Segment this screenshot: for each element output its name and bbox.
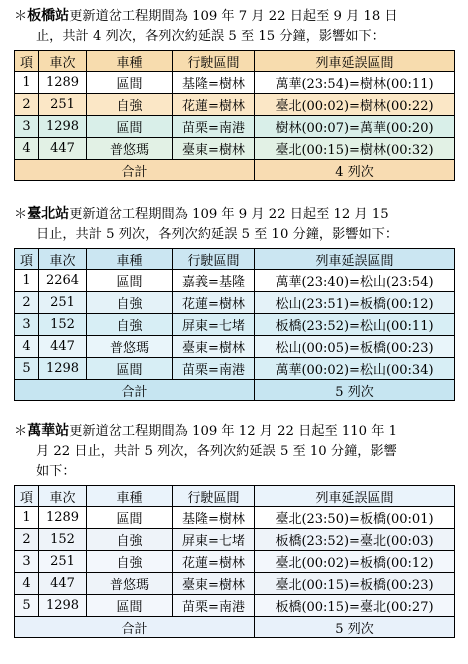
column-header: 列車延誤區間 [255,51,455,72]
table-cell: 苗栗=南港 [173,116,255,138]
table-cell: 自強 [87,292,173,314]
table-cell: 板橋(23:52)=松山(00:11) [255,314,455,336]
table-cell: 普悠瑪 [87,336,173,358]
table-cell: 5 [15,358,39,380]
section-heading [14,204,454,245]
station-name: 板橋站 [27,8,70,24]
table-cell: 2 [15,529,39,551]
total-row [15,160,455,181]
total-label: 合計 [15,160,255,181]
table-cell: 花蓮=樹林 [173,94,255,116]
table-cell: 447 [39,336,87,358]
table-cell: 3 [15,314,39,336]
table-cell: 屏東=七堵 [173,314,255,336]
station-name: 萬華站 [27,423,70,439]
table-cell: 板橋(23:52)=臺北(00:03) [255,529,455,551]
section-banqiao [14,6,454,181]
table-header-row [15,51,455,72]
description-line: 月 22 日止，共計 5 列次，各列次約延誤 5 至 10 分鐘，影響 [36,444,397,459]
table-cell: 松山(00:05)=板橋(00:23) [255,336,455,358]
table-cell: 自強 [87,551,173,573]
table-cell: 1298 [39,358,87,380]
section-taipei [14,204,454,401]
station-name: 臺北站 [27,206,70,222]
table-cell: 松山(23:51)=板橋(00:12) [255,292,455,314]
table-cell: 447 [39,138,87,160]
total-label: 合計 [15,380,255,401]
asterisk-marker: ＊ [14,9,28,24]
table-cell: 苗栗=南港 [173,358,255,380]
table-cell: 萬華(23:40)=松山(23:54) [255,270,455,292]
table-cell: 1 [15,507,39,529]
table-cell: 5 [15,595,39,617]
column-header: 項 [15,51,39,72]
table-cell: 152 [39,314,87,336]
section-heading [14,421,454,482]
column-header: 車種 [87,486,173,507]
table-row [15,595,455,617]
description-line: 更新道岔工程期間為 109 年 9 月 22 日起至 12 月 15 [69,207,389,222]
table-row [15,529,455,551]
table-cell: 2264 [39,270,87,292]
table-cell: 區間 [87,358,173,380]
table-cell: 萬華(00:02)=松山(00:34) [255,358,455,380]
table-row [15,573,455,595]
table-cell: 251 [39,551,87,573]
table-cell: 臺東=樹林 [173,573,255,595]
table-cell: 1 [15,270,39,292]
table-cell: 區間 [87,595,173,617]
table-cell: 嘉義=基隆 [173,270,255,292]
column-header: 列車延誤區間 [255,249,455,270]
table-cell: 臺北(00:15)=樹林(00:32) [255,138,455,160]
total-value: 5 列次 [255,617,455,638]
table-cell: 花蓮=樹林 [173,292,255,314]
description-line: 更新道岔工程期間為 109 年 7 月 22 日起至 9 月 18 日 [69,9,398,24]
table-cell: 1 [15,72,39,94]
table-cell: 臺北(23:50)=板橋(00:01) [255,507,455,529]
total-row [15,380,455,401]
table-cell: 臺北(00:02)=板橋(00:12) [255,551,455,573]
total-value: 4 列次 [255,160,455,181]
table-row [15,292,455,314]
table-cell: 152 [39,529,87,551]
table-cell: 花蓮=樹林 [173,551,255,573]
total-row [15,617,455,638]
table-row [15,116,455,138]
table-cell: 1289 [39,72,87,94]
table-row [15,507,455,529]
section-wanhua [14,421,454,638]
table-cell: 2 [15,292,39,314]
description-line: 更新道岔工程期間為 109 年 12 月 22 日起至 110 年 1 [69,424,398,439]
table-cell: 臺北(00:02)=樹林(00:22) [255,94,455,116]
table-row [15,138,455,160]
delay-table [14,485,455,638]
table-cell: 基隆=樹林 [173,72,255,94]
table-cell: 區間 [87,72,173,94]
table-row [15,314,455,336]
table-cell: 自強 [87,314,173,336]
column-header: 行駛區間 [173,249,255,270]
table-header-row [15,486,455,507]
column-header: 行駛區間 [173,51,255,72]
table-cell: 3 [15,116,39,138]
table-cell: 萬華(23:54)=樹林(00:11) [255,72,455,94]
table-cell: 區間 [87,507,173,529]
column-header: 車種 [87,51,173,72]
table-row [15,551,455,573]
column-header: 項 [15,249,39,270]
table-cell: 1298 [39,116,87,138]
table-row [15,94,455,116]
table-cell: 區間 [87,270,173,292]
column-header: 車種 [87,249,173,270]
table-header-row [15,249,455,270]
table-cell: 4 [15,336,39,358]
asterisk-marker: ＊ [14,207,28,222]
table-cell: 普悠瑪 [87,573,173,595]
table-cell: 樹林(00:07)=萬華(00:20) [255,116,455,138]
table-row [15,270,455,292]
table-cell: 區間 [87,116,173,138]
section-heading [14,6,454,47]
table-cell: 4 [15,138,39,160]
table-cell: 自強 [87,529,173,551]
table-cell: 4 [15,573,39,595]
table-cell: 苗栗=南港 [173,595,255,617]
description-line: 日止，共計 5 列次，各列次約延誤 5 至 10 分鐘，影響如下： [36,227,399,242]
column-header: 車次 [39,249,87,270]
description-line: 止，共計 4 列次，各列次約延誤 5 至 15 分鐘，影響如下： [36,29,385,44]
column-header: 列車延誤區間 [255,486,455,507]
table-cell: 臺東=樹林 [173,336,255,358]
table-cell: 自強 [87,94,173,116]
column-header: 行駛區間 [173,486,255,507]
column-header: 項 [15,486,39,507]
table-cell: 普悠瑪 [87,138,173,160]
table-row [15,336,455,358]
table-cell: 3 [15,551,39,573]
table-cell: 屏東=七堵 [173,529,255,551]
description-line: 如下： [36,464,76,479]
table-row [15,358,455,380]
delay-table [14,50,455,181]
column-header: 車次 [39,486,87,507]
table-cell: 板橋(00:15)=臺北(00:27) [255,595,455,617]
table-row [15,72,455,94]
table-cell: 基隆=樹林 [173,507,255,529]
table-cell: 1298 [39,595,87,617]
total-value: 5 列次 [255,380,455,401]
delay-table [14,248,455,401]
table-cell: 1289 [39,507,87,529]
table-cell: 2 [15,94,39,116]
table-cell: 臺北(00:15)=板橋(00:23) [255,573,455,595]
table-cell: 251 [39,292,87,314]
table-cell: 447 [39,573,87,595]
table-cell: 251 [39,94,87,116]
column-header: 車次 [39,51,87,72]
total-label: 合計 [15,617,255,638]
asterisk-marker: ＊ [14,424,28,439]
table-cell: 臺東=樹林 [173,138,255,160]
